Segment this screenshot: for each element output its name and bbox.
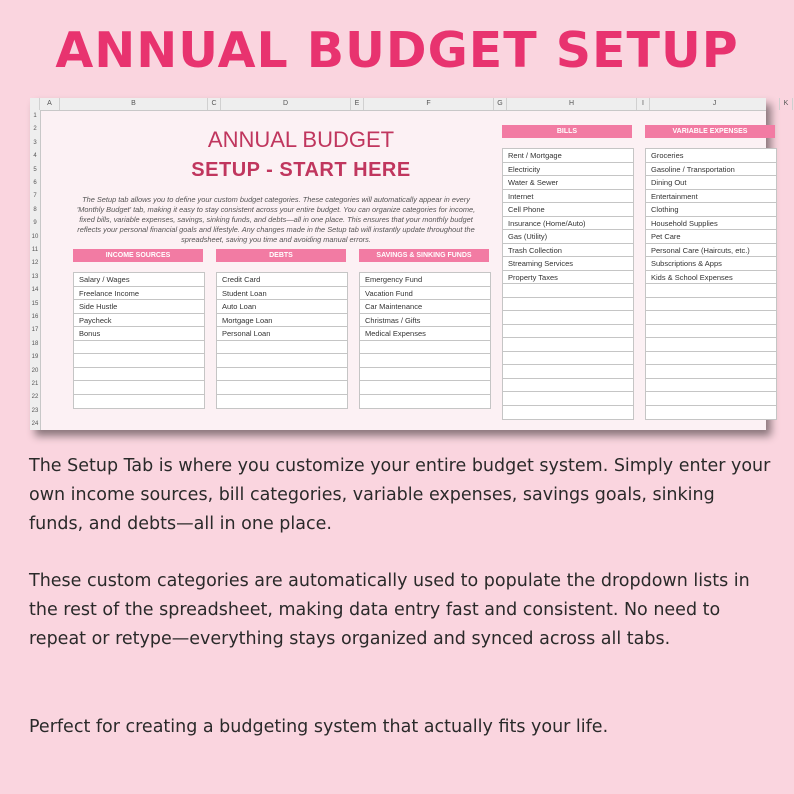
variable-cell[interactable]: [646, 406, 776, 420]
variable-cell[interactable]: [646, 311, 776, 325]
savings-cell[interactable]: Christmas / Gifts: [360, 314, 490, 328]
column-header-i[interactable]: I: [637, 98, 650, 110]
row-header-7[interactable]: 7: [33, 193, 37, 200]
bills-cell[interactable]: [503, 298, 633, 312]
debts-cell[interactable]: Personal Loan: [217, 327, 347, 341]
income-cell[interactable]: Salary / Wages: [74, 273, 204, 287]
column-header-b[interactable]: B: [60, 98, 208, 110]
variable-cell[interactable]: Kids & School Expenses: [646, 271, 776, 285]
sheet-subtitle: SETUP - START HERE: [191, 159, 411, 181]
corner-cell[interactable]: [30, 98, 40, 110]
bills-cell[interactable]: [503, 284, 633, 298]
row-header-2[interactable]: 2: [33, 126, 37, 133]
bills-cell[interactable]: Streaming Services: [503, 257, 633, 271]
variable-cell[interactable]: Clothing: [646, 203, 776, 217]
column-headers: [30, 98, 789, 111]
savings-header: SAVINGS & SINKING FUNDS: [359, 249, 489, 262]
debts-cell[interactable]: [217, 341, 347, 355]
income-cell[interactable]: [74, 368, 204, 382]
row-header-23[interactable]: 23: [31, 407, 39, 414]
column-header-g[interactable]: G: [494, 98, 507, 110]
debts-cell[interactable]: [217, 381, 347, 395]
row-header-13[interactable]: 13: [31, 273, 39, 280]
row-header-11[interactable]: 11: [31, 247, 39, 253]
column-header-c[interactable]: C: [208, 98, 221, 110]
debts-header: DEBTS: [216, 249, 346, 262]
income-cell[interactable]: Bonus: [74, 327, 204, 341]
debts-cell[interactable]: Credit Card: [217, 273, 347, 287]
income-cell[interactable]: Paycheck: [74, 314, 204, 328]
row-header-6[interactable]: 6: [33, 180, 37, 186]
bills-cell[interactable]: Property Taxes: [503, 271, 633, 285]
row-header-24[interactable]: 24: [31, 421, 39, 428]
debts-cell[interactable]: Mortgage Loan: [217, 314, 347, 328]
variable-cell[interactable]: Pet Care: [646, 230, 776, 244]
savings-cell[interactable]: [360, 368, 490, 382]
bills-cell[interactable]: [503, 311, 633, 325]
variable-cell[interactable]: [646, 338, 776, 352]
income-sources-list: [73, 272, 205, 409]
income-cell[interactable]: [74, 381, 204, 395]
bills-cell[interactable]: Internet: [503, 190, 633, 204]
bills-list: [502, 148, 634, 420]
paragraph-intro: The Setup Tab is where you customize your entire budget system. Simply enter your own income sources, bill categories, variable expenses, savings goals, sinking funds, and debts—all in one place.: [29, 456, 771, 534]
income-cell[interactable]: [74, 354, 204, 368]
page-headline: ANNUAL BUDGET SETUP: [55, 22, 739, 79]
bills-cell[interactable]: Trash Collection: [503, 244, 633, 258]
row-header-17[interactable]: 17: [31, 327, 39, 334]
bills-cell[interactable]: [503, 352, 633, 366]
row-header-4[interactable]: 4: [33, 153, 37, 160]
debts-cell[interactable]: Auto Loan: [217, 300, 347, 314]
bills-cell[interactable]: Cell Phone: [503, 203, 633, 217]
spreadsheet-screenshot: [30, 98, 789, 430]
variable-expenses-header: VARIABLE EXPENSES: [645, 125, 775, 138]
setup-sheet: [41, 111, 766, 430]
debts-list: [216, 272, 348, 409]
bills-cell[interactable]: Electricity: [503, 163, 633, 177]
row-header-16[interactable]: 16: [31, 314, 39, 320]
variable-cell[interactable]: [646, 298, 776, 312]
income-cell[interactable]: [74, 341, 204, 355]
column-header-d[interactable]: D: [221, 98, 351, 110]
income-cell[interactable]: [74, 395, 204, 409]
debts-cell[interactable]: Student Loan: [217, 287, 347, 301]
column-header-h[interactable]: H: [507, 98, 637, 110]
row-header-10[interactable]: 10: [31, 233, 39, 240]
savings-cell[interactable]: Emergency Fund: [360, 273, 490, 287]
sheet-title: ANNUAL BUDGET: [207, 127, 395, 152]
row-headers: [30, 110, 41, 430]
variable-cell[interactable]: [646, 284, 776, 298]
savings-cell[interactable]: Vacation Fund: [360, 287, 490, 301]
income-cell[interactable]: Freelance Income: [74, 287, 204, 301]
savings-cell[interactable]: [360, 341, 490, 355]
row-header-5[interactable]: 5: [33, 166, 37, 173]
variable-cell[interactable]: Dining Out: [646, 176, 776, 190]
column-header-e[interactable]: E: [351, 98, 364, 110]
variable-cell[interactable]: Gasoline / Transportation: [646, 163, 776, 177]
bills-cell[interactable]: [503, 365, 633, 379]
savings-cell[interactable]: [360, 354, 490, 368]
savings-cell[interactable]: [360, 381, 490, 395]
variable-cell[interactable]: Subscriptions & Apps: [646, 257, 776, 271]
row-header-22[interactable]: 22: [31, 394, 39, 401]
bills-cell[interactable]: [503, 379, 633, 393]
variable-cell[interactable]: Groceries: [646, 149, 776, 163]
bills-cell[interactable]: Insurance (Home/Auto): [503, 217, 633, 231]
variable-cell[interactable]: [646, 392, 776, 406]
savings-list: [359, 272, 491, 409]
bills-cell[interactable]: Rent / Mortgage: [503, 149, 633, 163]
debts-cell[interactable]: [217, 395, 347, 409]
savings-cell[interactable]: Car Maintenance: [360, 300, 490, 314]
debts-cell[interactable]: [217, 354, 347, 368]
row-header-8[interactable]: 8: [33, 206, 37, 213]
bills-cell[interactable]: [503, 392, 633, 406]
bills-header: BILLS: [502, 125, 632, 138]
row-header-15[interactable]: 15: [31, 300, 39, 307]
savings-cell[interactable]: Medical Expenses: [360, 327, 490, 341]
variable-cell[interactable]: [646, 365, 776, 379]
variable-cell[interactable]: [646, 325, 776, 339]
bills-cell[interactable]: Gas (Utility): [503, 230, 633, 244]
bills-cell[interactable]: [503, 406, 633, 420]
income-cell[interactable]: Side Hustle: [74, 300, 204, 314]
debts-cell[interactable]: [217, 368, 347, 382]
column-header-a[interactable]: A: [40, 98, 60, 110]
paragraph-closing: Perfect for creating a budgeting system that actually fits your life.: [29, 717, 609, 737]
row-header-3[interactable]: 3: [33, 139, 37, 146]
paragraph-dropdowns: These custom categories are automatically used to populate the dropdown lists in the rest of the spreadsheet, making data entry fast and consistent. No need to repeat or retype—everything stays organized and synced across all tabs.: [29, 571, 750, 649]
savings-cell[interactable]: [360, 395, 490, 409]
column-header-j[interactable]: J: [650, 98, 780, 110]
row-header-12[interactable]: 12: [31, 260, 39, 267]
row-header-14[interactable]: 14: [31, 287, 39, 294]
row-header-21[interactable]: 21: [31, 381, 39, 387]
bills-cell[interactable]: [503, 325, 633, 339]
column-header-f[interactable]: F: [364, 98, 494, 110]
sheet-description: The Setup tab allows you to define your custom budget categories. These categories will automatically appear in every 'Monthly Budget' tab, making it easy to stay consistent across your entire budget. You can organize categories for income, fixed bills, variable expenses, savings, sinking funds, and debts—all in one place. This ensures that your monthly budget reflects your personal financial goals and lifestyle. Any changes made in the Setup tab will instantly update throughout the spreadsheet, saving you time and avoiding manual errors.: [76, 195, 476, 244]
income-sources-header: INCOME SOURCES: [73, 249, 203, 262]
row-header-19[interactable]: 19: [31, 354, 39, 361]
row-header-9[interactable]: 9: [33, 220, 37, 227]
row-header-18[interactable]: 18: [31, 340, 39, 347]
bills-cell[interactable]: [503, 338, 633, 352]
row-header-20[interactable]: 20: [31, 367, 39, 374]
column-header-k[interactable]: K: [780, 98, 793, 110]
variable-cell[interactable]: [646, 352, 776, 366]
bills-cell[interactable]: Water & Sewer: [503, 176, 633, 190]
variable-cell[interactable]: Household Supplies: [646, 217, 776, 231]
row-header-1[interactable]: 1: [33, 113, 37, 119]
variable-cell[interactable]: [646, 379, 776, 393]
variable-cell[interactable]: Entertainment: [646, 190, 776, 204]
variable-cell[interactable]: Personal Care (Haircuts, etc.): [646, 244, 776, 258]
variable-expenses-list: [645, 148, 777, 420]
